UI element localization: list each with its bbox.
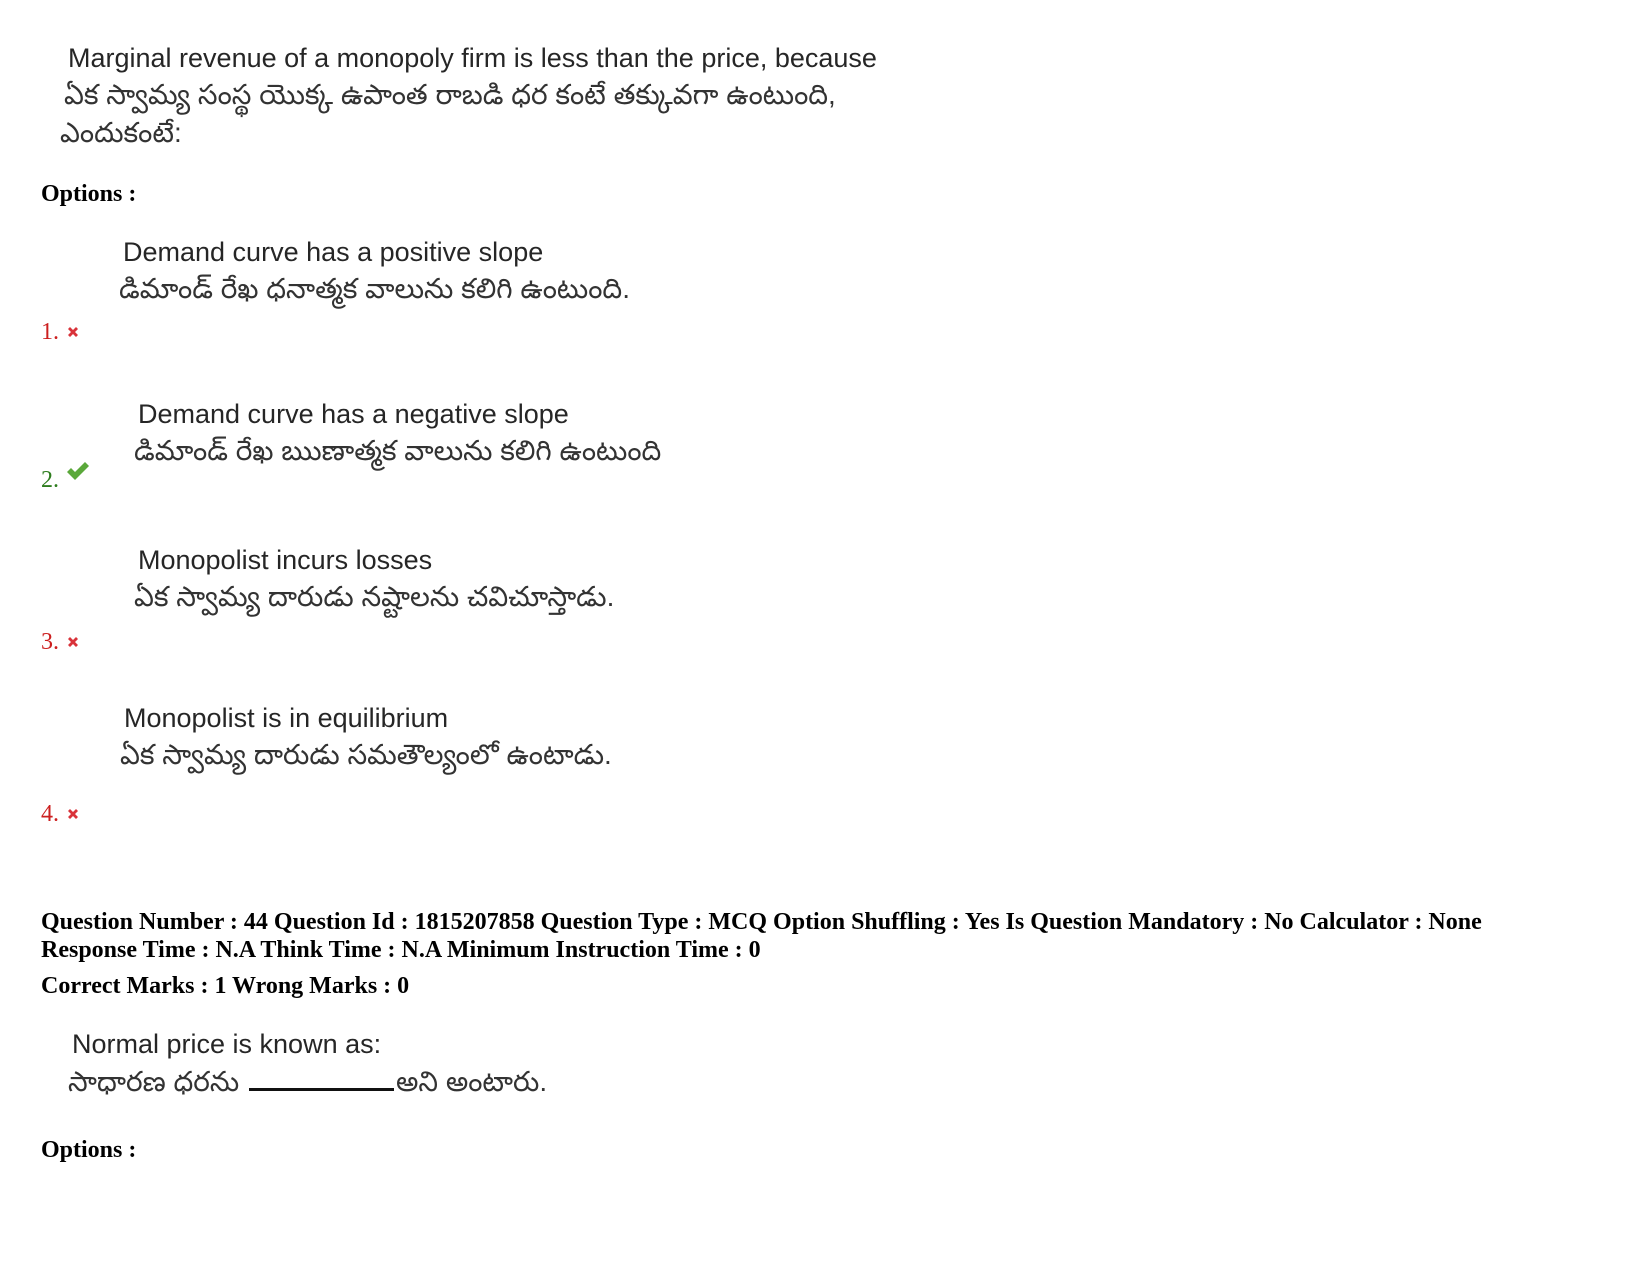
question-43-text-te-line2: ఎందుకంటే: [60, 117, 182, 148]
option-1-marker [41, 318, 81, 347]
question-44-meta-line2: Response Time : N.A Think Time : N.A Minimum Instruction Time : 0 [41, 937, 761, 963]
option-2-number: 2. [41, 467, 59, 493]
question-44-text-te-after: అని అంటారు. [396, 1066, 548, 1097]
option-4-text-en: Monopolist is in equilibrium [124, 703, 449, 733]
option-4-content [120, 700, 612, 774]
answer-blank [249, 1062, 394, 1091]
question-44-text-te-before: సాధారణ ధరను [68, 1066, 247, 1097]
option-2-content [134, 396, 662, 470]
check-icon [65, 460, 91, 489]
option-3-content [134, 542, 615, 616]
question-43-text-en: Marginal revenue of a monopoly firm is less than the price, because [68, 43, 877, 73]
options-heading-q44: Options : [41, 1137, 137, 1163]
option-4-marker [41, 800, 81, 829]
question-44-meta-line1: Question Number : 44 Question Id : 1815207858 Question Type : MCQ Option Shuffling : Yes Is Question Mandatory : No Calculator : None [41, 909, 1482, 935]
question-44-marks: Correct Marks : 1 Wrong Marks : 0 [41, 973, 410, 999]
option-3-text-te: ఏక స్వామ్య దారుడు నష్టాలను చవిచూస్తాడు. [134, 581, 615, 612]
question-44-text-te [68, 1062, 547, 1101]
option-1-text-en: Demand curve has a positive slope [123, 237, 544, 267]
question-43-stem [60, 40, 877, 152]
cross-icon [65, 801, 81, 829]
option-1-content [119, 234, 630, 308]
question-44-stem [68, 1026, 548, 1101]
cross-icon [65, 319, 81, 347]
option-2-marker [41, 466, 91, 494]
question-44-text-en: Normal price is known as: [72, 1029, 382, 1059]
question-43-text-te-line1: ఏక స్వామ్య సంస్థ యొక్క ఉపాంత రాబడి ధర కంటే తక్కువగా ఉంటుంది, [64, 79, 836, 110]
option-2-text-te: డిమాండ్ రేఖ ఋణాత్మక వాలును కలిగి ఉంటుంది [134, 435, 662, 466]
options-heading-q43: Options : [41, 181, 137, 207]
option-3-number: 3. [41, 629, 59, 655]
option-4-number: 4. [41, 801, 59, 827]
option-3-text-en: Monopolist incurs losses [138, 545, 433, 575]
option-4-text-te: ఏక స్వామ్య దారుడు సమతౌల్యంలో ఉంటాడు. [120, 739, 612, 770]
cross-icon [65, 629, 81, 657]
option-1-number: 1. [41, 319, 59, 345]
option-2-text-en: Demand curve has a negative slope [138, 399, 569, 429]
option-1-text-te: డిమాండ్ రేఖ ధనాత్మక వాలును కలిగి ఉంటుంది. [119, 273, 630, 304]
option-3-marker [41, 628, 81, 657]
